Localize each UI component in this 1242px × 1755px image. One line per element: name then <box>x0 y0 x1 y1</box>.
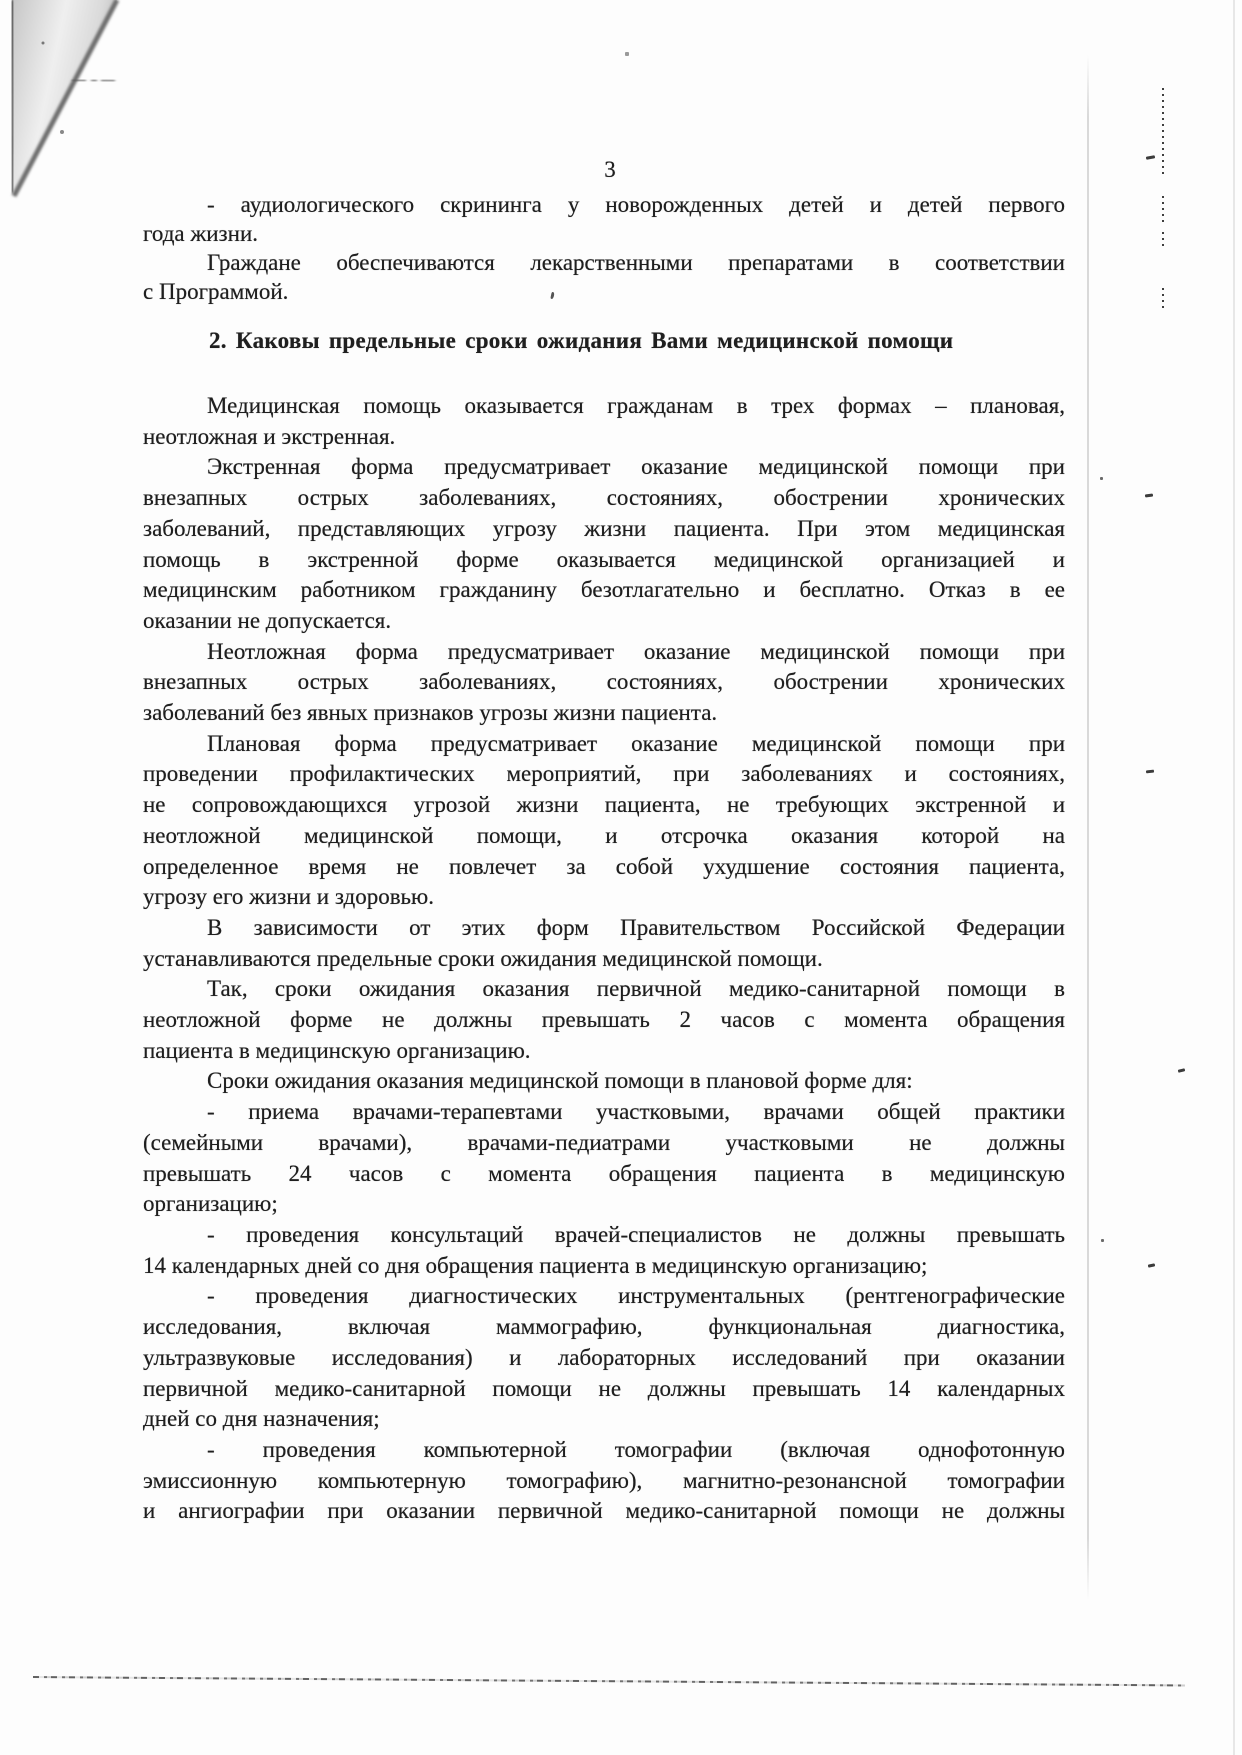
text-line: и ангиографии при оказании первичной медико-санитарной помощи не должны <box>143 1498 1065 1524</box>
text-line: эмиссионную компьютерную томографию), магнитно-резонансной томографии <box>143 1467 1065 1493</box>
text-line: - проведения диагностических инструментальных (рентгенографические <box>207 1283 1065 1309</box>
text-line: дней со дня назначения; <box>143 1406 380 1432</box>
text-line: угрозу его жизни и здоровью. <box>143 884 434 910</box>
text-line: 14 календарных дней со дня обращения пациента в медицинскую организацию; <box>143 1252 928 1278</box>
dotted-line-artifact <box>1162 232 1164 246</box>
text-line: Граждане обеспечиваются лекарственными препаратами в соответствии <box>207 250 1065 275</box>
bottom-scan-line-artifact <box>33 1676 1185 1686</box>
text-line: пациента в медицинскую организацию. <box>143 1037 531 1063</box>
text-line: превышать 24 часов с момента обращения пациента в медицинскую <box>143 1160 1065 1186</box>
text-line: (семейными врачами), врачами-педиатрами участковыми не должны <box>143 1129 1065 1155</box>
text-line: заболеваний, представляющих угрозу жизни пациента. При этом медицинская <box>143 515 1065 541</box>
text-line: определенное время не повлечет за собой ухудшение состояния пациента, <box>143 853 1065 879</box>
dotted-line-artifact <box>1162 88 1164 176</box>
text-line: внезапных острых заболеваниях, состояниях, обострении хронических <box>143 485 1065 511</box>
text-line: Медицинская помощь оказывается гражданам в трех формах – плановая, <box>207 393 1065 418</box>
text-line: оказании не допускается. <box>143 607 392 633</box>
text-line: с Программой. <box>143 279 289 304</box>
text-line: проведении профилактических мероприятий, при заболеваниях и состояниях, <box>143 761 1065 787</box>
scan-speck-artifact <box>1145 493 1153 497</box>
scan-speck-artifact <box>1100 477 1103 480</box>
text-line: Экстренная форма предусматривает оказание медицинской помощи при <box>207 454 1065 480</box>
scan-edge-line-artifact <box>1087 55 1089 1600</box>
scan-right-border-artifact <box>1233 0 1235 1755</box>
text-line: - проведения компьютерной томографии (включая однофотонную <box>207 1436 1065 1462</box>
text-line: первичной медико-санитарной помощи не должны превышать 14 календарных <box>143 1375 1065 1401</box>
dotted-line-artifact <box>1162 196 1164 224</box>
scan-speck-artifact <box>1148 1263 1155 1267</box>
scan-speck-artifact <box>1101 1239 1104 1242</box>
text-line: не сопровождающихся угрозой жизни пациента, не требующих экстренной и <box>143 792 1065 818</box>
text-line: неотложная и экстренная. <box>143 423 396 449</box>
text-line: В зависимости от этих форм Правительством Российской Федерации <box>207 914 1065 940</box>
text-line: исследования, включая маммографию, функциональная диагностика, <box>143 1314 1065 1340</box>
scan-speck-artifact <box>625 52 629 56</box>
text-line: организацию; <box>143 1191 278 1217</box>
scan-speck-artifact <box>1146 770 1154 774</box>
text-line: Плановая форма предусматривает оказание медицинской помощи при <box>207 730 1065 756</box>
text-line: неотложной медицинской помощи, и отсрочка оказания которой на <box>143 822 1065 848</box>
section-heading: 2. Каковы предельные сроки ожидания Вами медицинской помощи <box>209 328 954 353</box>
text-line: устанавливаются предельные сроки ожидания медицинской помощи. <box>143 945 823 971</box>
text-line: Так, сроки ожидания оказания первичной медико-санитарной помощи в <box>207 976 1065 1002</box>
body-paragraphs <box>143 391 1065 1527</box>
text-line: заболеваний без явных признаков угрозы жизни пациента. <box>143 700 718 726</box>
intro-paragraphs <box>143 190 1065 306</box>
text-line: - приема врачами-терапевтами участковыми, врачами общей практики <box>207 1099 1065 1125</box>
text-line: Сроки ожидания оказания медицинской помощи в плановой форме для: <box>207 1068 913 1094</box>
text-line: - проведения консультаций врачей-специалистов не должны превышать <box>207 1221 1065 1247</box>
text-line: внезапных острых заболеваниях, состояниях, обострении хронических <box>143 669 1065 695</box>
text-line: ультразвуковые исследования) и лабораторных исследований при оказании <box>143 1344 1065 1370</box>
text-line: помощь в экстренной форме оказывается медицинской организацией и <box>143 546 1065 572</box>
scan-speck-artifact <box>1178 1068 1186 1073</box>
text-line: - аудиологического скрининга у новорожденных детей и детей первого <box>207 192 1065 217</box>
text-line: неотложной форме не должны превышать 2 часов с момента обращения <box>143 1007 1065 1033</box>
dotted-line-artifact <box>1162 288 1164 310</box>
page-number: 3 <box>604 157 616 182</box>
text-line: медицинским работником гражданину безотлагательно и бесплатно. Отказ в ее <box>143 577 1065 603</box>
text-line: Неотложная форма предусматривает оказание медицинской помощи при <box>207 638 1065 664</box>
text-line: года жизни. <box>143 221 259 246</box>
